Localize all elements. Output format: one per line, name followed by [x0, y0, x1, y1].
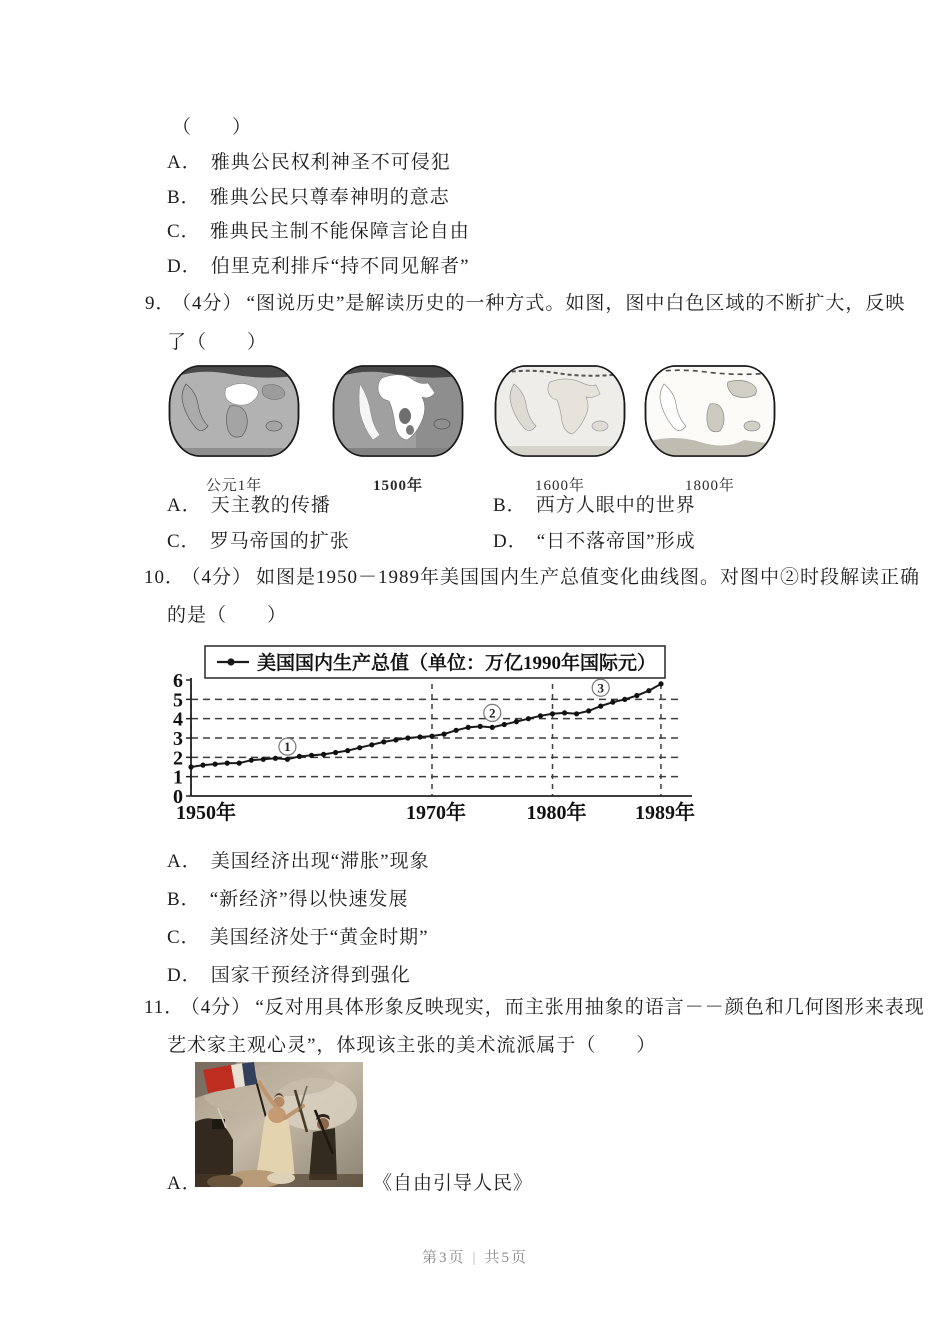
question-number: 11．	[144, 997, 185, 1018]
svg-text:1: 1	[284, 739, 291, 755]
option-letter: D．	[167, 965, 202, 986]
option-text: 雅典公民权利神圣不可侵犯	[210, 152, 451, 173]
liberty-painting-image	[195, 1062, 363, 1187]
world-map-ad1-image	[168, 364, 300, 458]
option-letter: D．	[493, 531, 528, 552]
option-letter: C．	[167, 927, 201, 948]
question-text: 如图是1950－1989年美国国内生产总值变化曲线图。对图中②时段解读正确	[256, 567, 921, 588]
svg-text:4: 4	[173, 708, 183, 731]
map-caption-1800: 1800年	[684, 478, 735, 494]
option-text: 西方人眼中的世界	[535, 495, 696, 516]
q9-option-d	[493, 530, 696, 554]
q10-stem-line2: 的是（ ）	[167, 605, 288, 626]
svg-text:3: 3	[597, 680, 604, 696]
svg-text:2: 2	[489, 705, 496, 721]
liberty-painting	[195, 1062, 363, 1187]
q10-option-c	[167, 926, 429, 950]
option-text: “日不落帝国”形成	[536, 531, 696, 552]
q8-option-c	[167, 220, 470, 244]
svg-text:0: 0	[173, 786, 183, 808]
option-letter: A．	[167, 851, 202, 872]
q8-answer-bracket: （ ）	[172, 117, 253, 138]
world-map-1800-image	[644, 364, 776, 458]
option-text: 雅典民主制不能保障言论自由	[209, 221, 470, 242]
svg-text:2: 2	[173, 747, 183, 770]
q9-stem-line1	[145, 292, 905, 316]
option-text: 美国经济处于“黄金时期”	[209, 927, 429, 948]
question-text: “反对用具体形象反映现实，而主张用抽象的语言－－颜色和几何图形来表现	[255, 997, 925, 1018]
q10-option-d	[167, 964, 411, 988]
question-score: （4分）	[181, 293, 243, 314]
svg-text:1: 1	[173, 766, 183, 789]
option-text: 天主教的传播	[210, 495, 331, 516]
footer-separator: |	[472, 1250, 478, 1266]
gdp-line-chart	[160, 638, 705, 830]
q9-option-c	[167, 530, 350, 554]
footer-page-total: 共5页	[484, 1250, 529, 1266]
svg-text:6: 6	[173, 670, 183, 693]
question-number: 10．	[144, 567, 186, 588]
question-score: （4分）	[191, 567, 253, 588]
question-text: “图说历史”是解读历史的一种方式。如图，图中白色区域的不断扩大，反映	[246, 293, 906, 314]
world-map-1600-image	[494, 364, 626, 458]
option-letter: B．	[167, 187, 201, 208]
map-caption-1500: 1500年	[372, 478, 423, 494]
option-text: “新经济”得以快速发展	[209, 889, 409, 910]
page-footer	[0, 1246, 950, 1267]
q9-option-b	[493, 494, 696, 518]
question-number: 9．	[145, 293, 176, 314]
world-map-1600	[494, 364, 626, 495]
q9-option-a	[167, 494, 331, 518]
option-letter: B．	[167, 889, 201, 910]
world-map-1800	[644, 364, 776, 495]
q10-stem-line1	[144, 566, 920, 590]
painting-caption: 《自由引导人民》	[373, 1173, 534, 1194]
q11-stem-line1	[144, 996, 925, 1020]
svg-text:1989年: 1989年	[634, 802, 695, 824]
world-map-ad1	[168, 364, 300, 495]
q11-stem-line2: 艺术家主观心灵”，体现该主张的美术流派属于（ ）	[167, 1035, 657, 1056]
q9-stem-line2: 了（ ）	[167, 332, 268, 353]
map-caption-ad1: 公元1年	[205, 478, 263, 494]
map-caption-1600: 1600年	[534, 478, 585, 494]
svg-text:1970年: 1970年	[406, 802, 466, 824]
option-text: 罗马帝国的扩张	[209, 531, 350, 552]
question-score: （4分）	[190, 997, 252, 1018]
option-text: 美国经济出现“滞胀”现象	[210, 851, 430, 872]
footer-page-number: 第3页	[421, 1250, 466, 1266]
option-letter: C．	[167, 531, 201, 552]
world-map-1500	[332, 364, 464, 495]
option-letter: D．	[167, 256, 202, 277]
option-letter: A．	[167, 152, 202, 173]
option-letter: B．	[493, 495, 527, 516]
svg-text:5: 5	[173, 689, 183, 712]
q11-option-a-label: A．	[167, 1173, 202, 1194]
q8-option-a	[167, 151, 451, 175]
svg-text:1950年: 1950年	[176, 802, 236, 824]
option-letter: C．	[167, 221, 201, 242]
world-map-1500-image	[332, 364, 464, 458]
svg-text:3: 3	[173, 728, 183, 751]
option-letter: A．	[167, 495, 202, 516]
q8-option-d	[167, 255, 470, 279]
q8-option-b	[167, 186, 450, 210]
q10-option-a	[167, 850, 430, 874]
option-text: 伯里克利排斥“持不同见解者”	[210, 256, 470, 277]
svg-text:美国国内生产总值（单位：万亿1990年国际元）: 美国国内生产总值（单位：万亿1990年国际元）	[257, 653, 657, 674]
svg-text:1980年: 1980年	[526, 802, 587, 824]
q10-option-b	[167, 888, 409, 912]
option-text: 雅典公民只尊奉神明的意志	[209, 187, 450, 208]
option-text: 国家干预经济得到强化	[210, 965, 411, 986]
